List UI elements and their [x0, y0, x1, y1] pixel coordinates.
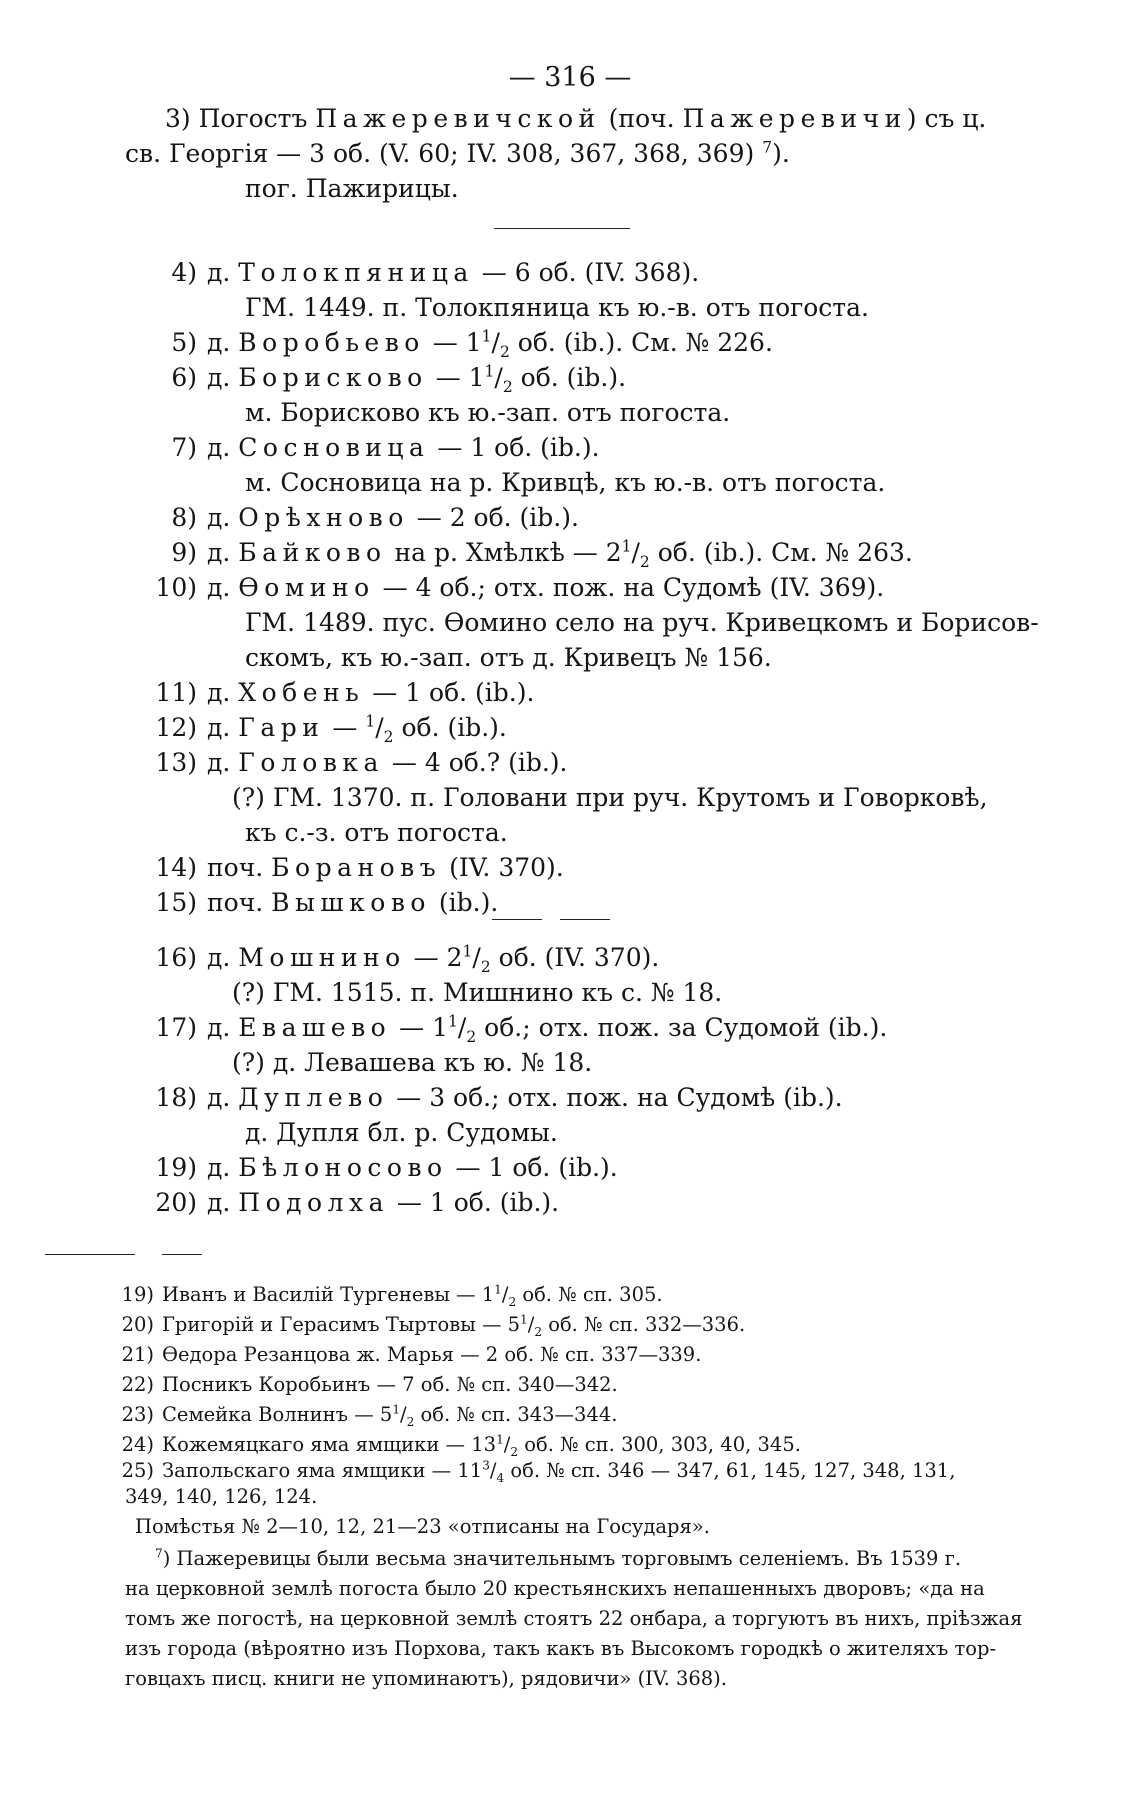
entry-line	[245, 816, 508, 849]
footnote-text: Кожемяцкаго яма ямщики — 13	[162, 1433, 497, 1456]
entry-note: (?) д. Левашева къ ю. № 18.	[232, 1048, 593, 1077]
entry-text: — 1 об. (ib.).	[429, 433, 600, 462]
note-7-line-4: изъ города (вѣроятно изъ Порхова, такъ какъ въ Высокомъ городкѣ о жителяхъ тор-	[125, 1637, 997, 1660]
entry-text: — 1	[427, 363, 485, 392]
note-7-line-1	[155, 1546, 961, 1572]
footnote-line	[120, 1342, 701, 1368]
entry-prefix: д.	[207, 943, 239, 972]
entry-note: къ с.-з. отъ погоста.	[245, 818, 508, 847]
entry-number: 20)	[155, 1188, 197, 1217]
footnote-line	[120, 1282, 663, 1308]
note-7-line-5: говцахъ писц. книги не упоминаютъ), рядовичи» (IV. 368).	[125, 1667, 727, 1690]
entry-line	[125, 571, 884, 604]
entry-number: 14)	[155, 853, 197, 882]
entry-number: 11)	[155, 678, 197, 707]
pomestya-note: Помѣстья № 2—10, 12, 21—23 «отписаны на Государя».	[135, 1515, 710, 1538]
fraction-slash: /	[472, 943, 481, 972]
entry-prefix: д.	[207, 713, 239, 742]
entry-prefix: д.	[207, 678, 239, 707]
fraction-numerator: 1	[494, 1282, 502, 1297]
entry-note: д. Дупля бл. р. Судомы.	[245, 1118, 558, 1147]
fraction-denominator: 2	[502, 378, 513, 396]
fraction-denominator: 2	[466, 1028, 477, 1046]
fraction-slash: /	[631, 538, 640, 567]
footnote-number: 24)	[121, 1433, 154, 1456]
entry-prefix: д.	[207, 1013, 239, 1042]
entry-note: м. Борисково къ ю.-зап. отъ погоста.	[245, 398, 731, 427]
entry-number: 7)	[171, 433, 197, 462]
fraction-numerator: 1	[462, 942, 473, 961]
fraction-numerator: 1	[484, 362, 495, 381]
entry-prefix: д.	[207, 1083, 239, 1112]
entry-text: (IV. 370).	[441, 853, 564, 882]
fraction-denominator: 2	[480, 958, 491, 976]
entry-line	[125, 361, 626, 394]
entry-text: об. (ib.).	[512, 363, 627, 392]
entry-name: Головка	[238, 748, 384, 777]
entry-text: —	[324, 713, 366, 742]
entry-text: — 4 об.; отх. пож. на Судомѣ (IV. 369).	[374, 573, 885, 602]
entry-line	[232, 976, 722, 1009]
footnote-number: 22)	[121, 1373, 154, 1396]
footnote-text: об. № сп. 300, 303, 40, 345.	[518, 1433, 801, 1456]
footnote-continuation: 349, 140, 126, 124.	[125, 1485, 318, 1508]
fraction-numerator: 1	[365, 712, 376, 731]
fraction-denominator: 4	[496, 1470, 505, 1485]
entry-text: об. (ib.). См. № 226.	[509, 328, 773, 357]
entry-line	[125, 1011, 887, 1044]
divider	[560, 919, 610, 920]
entry-name: Бѣлоносово	[238, 1153, 448, 1182]
entry-line	[125, 851, 564, 884]
footnote-line	[120, 1372, 618, 1398]
fraction-slash: /	[503, 1433, 511, 1456]
footnote-divider	[45, 1254, 135, 1255]
divider	[492, 919, 542, 920]
entry-number: 12)	[155, 713, 197, 742]
entry-number: 18)	[155, 1083, 197, 1112]
head-text: ) съ ц.	[906, 104, 987, 133]
fraction-slash: /	[527, 1313, 535, 1336]
entry-line	[125, 886, 498, 919]
footnote-number: 20)	[121, 1313, 154, 1336]
entry-line	[245, 606, 1039, 639]
entry-line	[125, 711, 507, 744]
entry-number: 10)	[155, 573, 197, 602]
entry-text: — 1 об. (ib.).	[447, 1153, 618, 1182]
footnote-text: об. № сп. 343—344.	[414, 1403, 618, 1426]
fraction-slash: /	[491, 328, 500, 357]
entry-text: — 1	[424, 328, 482, 357]
entry-text: об.; отх. пож. за Судомой (ib.).	[476, 1013, 888, 1042]
entry-prefix: д.	[207, 748, 239, 777]
fraction-slash: /	[501, 1283, 509, 1306]
entry-prefix: д.	[207, 258, 239, 287]
entry-number: 13)	[155, 748, 197, 777]
footnote-text: Григорій и Герасимъ Тыртовы — 5	[162, 1313, 521, 1336]
entry-name: Толокпяница	[238, 258, 474, 287]
entry-text: на р. Хмѣлкѣ — 2	[386, 538, 622, 567]
fraction-denominator: 2	[406, 1414, 415, 1429]
footnote-text: об. № сп. 305.	[516, 1283, 663, 1306]
footnote-text: об. № сп. 346 — 347, 61, 145, 127, 348, 131,	[504, 1459, 956, 1482]
fraction-denominator: 2	[508, 1294, 517, 1309]
entry-text: — 2	[405, 943, 463, 972]
fraction-denominator: 2	[534, 1324, 542, 1339]
entry-line	[245, 291, 869, 324]
entry-name: Сосновица	[238, 433, 430, 462]
entry-name: Байково	[238, 538, 387, 567]
entry-note: скомъ, къ ю.-зап. отъ д. Кривецъ № 156.	[245, 643, 772, 672]
entry-text: (ib.).	[430, 888, 499, 917]
entry-prefix: д.	[207, 363, 239, 392]
footnote-number: 19)	[121, 1283, 154, 1306]
entry-text: об. (ib.).	[393, 713, 507, 742]
note-text: ) Пажеревицы были весьма значительнымъ торговымъ селеніемъ. Въ 1539 г.	[162, 1547, 962, 1570]
footnote-text: Ѳедора Резанцова ж. Марья — 2 об. № сп. 337—339.	[162, 1343, 702, 1366]
entry-line	[125, 1151, 618, 1184]
entry-line	[125, 1081, 843, 1114]
entry-text: — 3 об.; отх. пож. на Судомѣ (ib.).	[388, 1083, 843, 1112]
footnote-line	[120, 1312, 745, 1338]
entry-line	[125, 501, 579, 534]
entry-text: — 1	[391, 1013, 449, 1042]
entry-name: Мошнино	[238, 943, 406, 972]
fraction-numerator: 1	[392, 1402, 401, 1417]
entry-number: 5)	[171, 328, 197, 357]
footnote-text: Запольскаго яма ямщики — 11	[162, 1459, 483, 1482]
fraction-slash: /	[489, 1459, 497, 1482]
entry-line	[125, 746, 568, 779]
head-name: Пажеревичской	[315, 104, 601, 133]
fraction-denominator: 2	[639, 553, 650, 571]
footnote-number: 23)	[121, 1403, 154, 1426]
footnote-line	[120, 1432, 801, 1458]
fraction-numerator: 1	[520, 1312, 528, 1327]
fraction-numerator: 1	[448, 1012, 458, 1031]
entry-prefix: д.	[207, 503, 239, 532]
footnote-text: об. № сп. 332—336.	[542, 1313, 746, 1336]
entry-prefix: д.	[207, 433, 239, 462]
entry-line	[125, 431, 600, 464]
fraction-numerator: 1	[621, 537, 632, 556]
entry-prefix: поч.	[207, 853, 272, 882]
entry-name: Подолха	[238, 1188, 389, 1217]
entry-line	[245, 641, 772, 674]
entry-line	[125, 256, 699, 289]
entry-note: ГМ. 1489. пус. Ѳомино село на руч. Кривецкомъ и Борисов-	[245, 608, 1039, 637]
entry-note: м. Сосновица на р. Кривцѣ, къ ю.-в. отъ погоста.	[245, 468, 886, 497]
entry-text: — 1 об. (ib.).	[364, 678, 535, 707]
entry-name: Евашево	[238, 1013, 392, 1042]
note-7-line-3: томъ же погостѣ, на церковной землѣ стоятъ 22 онбара, а торгуютъ въ нихъ, пріѣзжая	[125, 1607, 1023, 1630]
entry-line	[245, 396, 730, 429]
entry-name: Гари	[238, 713, 325, 742]
entry-number: 15)	[155, 888, 197, 917]
entry-name: Воробьево	[238, 328, 425, 357]
entry-name: Борановъ	[271, 853, 442, 882]
entry-number: 4)	[171, 258, 197, 287]
fraction-slash: /	[400, 1403, 407, 1426]
head-text: ).	[772, 139, 790, 168]
entry-text: — 6 об. (IV. 368).	[473, 258, 700, 287]
head-text: (поч.	[600, 104, 683, 133]
entry-name: Орѣхново	[238, 503, 409, 532]
fraction-denominator: 2	[383, 728, 394, 746]
page-number: — 316 —	[508, 62, 632, 93]
entry-name: Хобень	[238, 678, 365, 707]
footnote-divider	[162, 1254, 202, 1255]
entry-text: об. (IV. 370).	[490, 943, 660, 972]
entry-prefix: д.	[207, 1153, 239, 1182]
entry-number: 17)	[155, 1013, 197, 1042]
head-line-2	[125, 137, 790, 170]
entry-prefix: д.	[207, 1188, 239, 1217]
entry-number: 8)	[171, 503, 197, 532]
entry-number: 19)	[155, 1153, 197, 1182]
fraction-denominator: 2	[499, 343, 510, 361]
entry-line	[232, 1046, 592, 1079]
note-7-line-2: на церковной землѣ погоста было 20 крестьянскихъ непашенныхъ дворовъ; «да на	[125, 1577, 985, 1600]
entry-text: — 4 об.? (ib.).	[383, 748, 568, 777]
entry-line	[245, 1116, 558, 1149]
entry-number: 9)	[171, 538, 197, 567]
entry-number: 3)	[165, 104, 191, 133]
entry-text: об. (ib.). См. № 263.	[649, 538, 913, 567]
footnote-number: 25)	[121, 1459, 154, 1482]
head-line-1	[165, 102, 986, 135]
footnote-line	[120, 1402, 617, 1428]
footnote-text: Посникъ Коробьинъ — 7 об. № сп. 340—342.	[162, 1373, 618, 1396]
entry-line	[125, 941, 659, 974]
fraction-slash: /	[375, 713, 384, 742]
entry-prefix: д.	[207, 328, 239, 357]
fraction-slash: /	[457, 1013, 467, 1042]
entry-prefix: поч.	[207, 888, 272, 917]
entry-number: 6)	[171, 363, 197, 392]
entry-prefix: д.	[207, 538, 239, 567]
entry-name: Борисково	[238, 363, 428, 392]
entry-line	[232, 781, 988, 814]
entry-text: — 2 об. (ib.).	[408, 503, 579, 532]
fraction-slash: /	[494, 363, 503, 392]
entry-note: (?) ГМ. 1515. п. Мишнино къ с. № 18.	[232, 978, 723, 1007]
footnote-text: Семейка Волнинъ — 5	[162, 1403, 393, 1426]
fraction-numerator: 3	[482, 1458, 490, 1473]
fraction-numerator: 1	[481, 327, 492, 346]
fraction-numerator: 1	[496, 1432, 504, 1447]
entry-name: Ѳомино	[238, 573, 375, 602]
entry-line	[125, 536, 913, 569]
entry-note: ГМ. 1449. п. Толокпяница къ ю.-в. отъ погоста.	[245, 293, 869, 322]
entry-text: — 1 об. (ib.).	[388, 1188, 560, 1217]
entry-line	[125, 326, 773, 359]
footnote-mark: 7	[155, 1546, 163, 1561]
entry-note: (?) ГМ. 1370. п. Головани при руч. Крутомъ и Говорковѣ,	[232, 783, 988, 812]
entry-line	[245, 466, 885, 499]
footnote-text: Иванъ и Василій Тургеневы — 1	[162, 1283, 495, 1306]
footnote-line	[120, 1458, 955, 1484]
fraction-denominator: 2	[510, 1444, 519, 1459]
entry-name: Вышково	[271, 888, 431, 917]
footnote-ref: 7	[762, 138, 773, 157]
entry-line	[125, 676, 534, 709]
head-text: св. Георгія — 3 об. (V. 60; IV. 308, 367, 368, 369)	[125, 139, 763, 168]
head-text: Погостъ	[198, 104, 316, 133]
entry-prefix: д.	[207, 573, 239, 602]
footnote-number: 21)	[121, 1343, 154, 1366]
head-line-3: пог. Пажирицы.	[245, 174, 459, 203]
entry-line	[125, 1186, 559, 1219]
entry-name: Дуплево	[238, 1083, 389, 1112]
divider	[494, 228, 630, 229]
head-name-2: Пажеревичи	[682, 104, 907, 133]
entry-number: 16)	[155, 943, 197, 972]
